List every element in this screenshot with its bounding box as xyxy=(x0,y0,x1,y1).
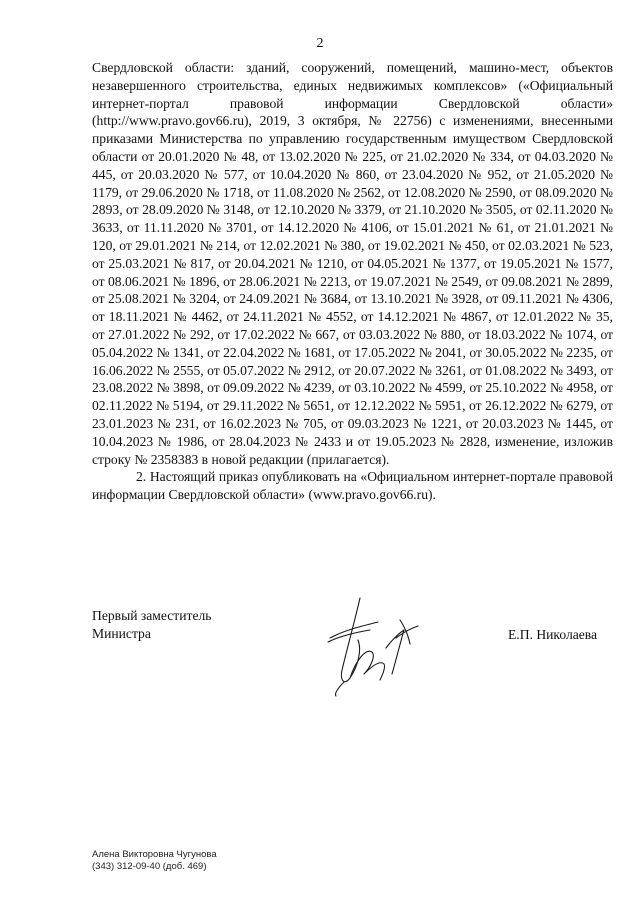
executor-name: Алена Викторовна Чугунова xyxy=(92,849,217,860)
signatory-name: Е.П. Николаева xyxy=(508,627,598,642)
page-number: 2 xyxy=(316,36,324,51)
signatory-title xyxy=(92,607,211,643)
signatory-title-line-2: Министра xyxy=(92,625,151,641)
paragraph-amendments: Свердловской области: зданий, сооружений, помещений, машино-мест, объектов незавершенного строительства, единых недвижимых комплексов» («Официальный интернет-портал правовой информации Свердловской области» (http://www.pravo.gov66.ru), 2019, 3 октября, № 22756) с изменениями, внесенными приказами Министерства по управлению государственным имуществом Свердловской области от 20.01.2020 № 48, от 13.02.2020 № 225, от 21.02.2020 № 334, от 04.03.2020 № 445, от 20.03.2020 № 577, от 10.04.2020 № 860, от 23.04.2020 № 952, от 21.05.2020 № 1179, от 29.06.2020 № 1718, от 11.08.2020 № 2562, от 12.08.2020 № 2590, от 08.09.2020 № 2893, от 28.09.2020 № 3148, от 12.10.2020 № 3379, от 21.10.2020 № 3505, от 02.11.2020 № 3633, от 11.11.2020 № 3701, от 14.12.2020 № 4106, от 15.01.2021 № 61, от 21.01.2021 № 120, от 29.01.2021 № 214, от 12.02.2021 № 380, от 19.02.2021 № 450, от 02.03.2021 № 523, от 25.03.2021 № 817, от 20.04.2021 № 1210, от 04.05.2021 № 1377, от 19.05.2021 № 1577, от 08.06.2021 № 1896, от 28.06.2021 № 2213, от 19.07.2021 № 2549, от 09.08.2021 № 2899, от 25.08.2021 № 3204, от 24.09.2021 № 3684, от 13.10.2021 № 3928, от 09.11.2021 № 4306, от 18.11.2021 № 4462, от 24.11.2021 № 4552, от 14.12.2021 № 4867, от 12.01.2022 № 35, от 27.01.2022 № 292, от 17.02.2022 № 667, от 03.03.2022 № 880, от 18.03.2022 № 1074, от 05.04.2022 № 1341, от 22.04.2022 № 1681, от 17.05.2022 № 2041, от 30.05.2022 № 2235, от 16.06.2022 № 2555, от 05.07.2022 № 2912, от 20.07.2022 № 3261, от 01.08.2022 № 3493, от 23.08.2022 № 3898, от 09.09.2022 № 4239, от 03.10.2022 № 4599, от 25.10.2022 № 4958, от 02.11.2022 № 5194, от 29.11.2022 № 5651, от 12.12.2022 № 5951, от 26.12.2022 № 6279, от 23.01.2023 № 231, от 16.02.2023 № 705, от 09.03.2023 № 1221, от 20.03.2023 № 1445, от 10.04.2023 № 1986, от 28.04.2023 № 2433 и от 19.05.2023 № 2828, изменение, изложив строку № 2358383 в новой редакции (прилагается). xyxy=(92,60,613,467)
signatory-title-line-1: Первый заместитель xyxy=(92,608,212,623)
executor-info xyxy=(92,849,217,873)
paragraph-publication: 2. Настоящий приказ опубликовать на «Официальном интернет-портале правовой информации Свердловской области» (www.pravo.gov66.ru). xyxy=(92,469,613,503)
handwritten-signature xyxy=(300,590,430,700)
document-body xyxy=(92,59,613,504)
executor-phone: (343) 312-09-40 (доб. 469) xyxy=(92,861,207,872)
